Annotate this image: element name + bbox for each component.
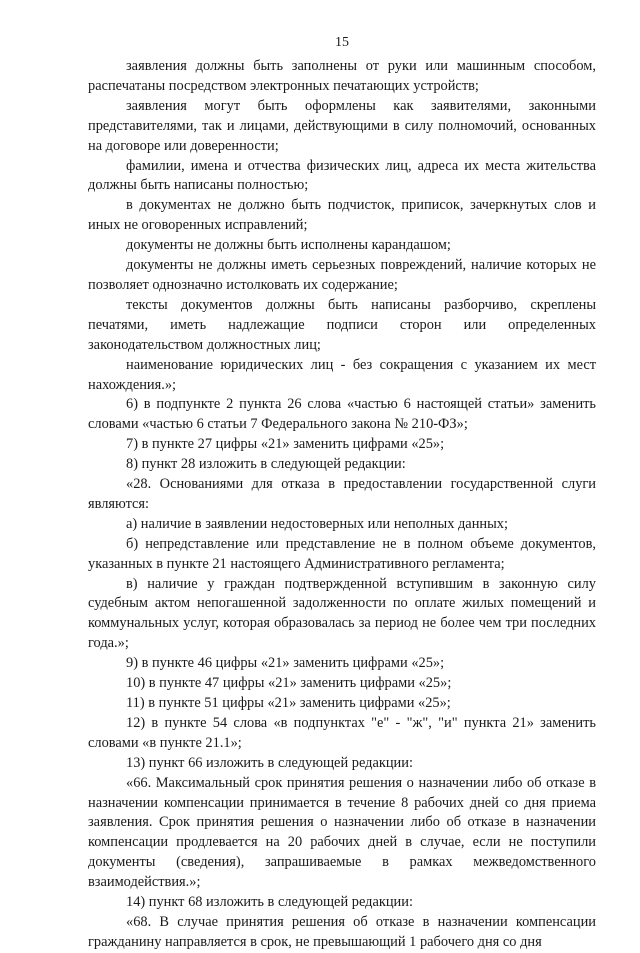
paragraph: 10) в пункте 47 цифры «21» заменить цифрами «25»; [126, 675, 452, 692]
paragraph: 6) в подпункте 2 пункта 26 слова «частью 6 настоящей статьи» заменить словами «частью 6 статьи 7 Федерального закона № 210-ФЗ»; [88, 396, 596, 433]
paragraph: 13) пункт 66 изложить в следующей редакции: [126, 754, 413, 771]
page-number: 15 [335, 35, 349, 50]
paragraph: в) наличие у граждан подтвержденной вступившим в законную силу судебным актом непогашенной задолженности по оплате жилых помещений и коммунальных услуг, которая образовалась за период не более чем три последних года.»; [88, 575, 596, 652]
paragraph: в документах не должно быть подчисток, приписок, зачеркнутых слов и иных не оговоренных исправлений; [88, 197, 596, 234]
paragraph: документы не должны иметь серьезных повреждений, наличие которых не позволяет однозначно истолковать их содержание; [88, 257, 596, 293]
paragraph: фамилии, имена и отчества физических лиц, адреса их места жительства должны быть написаны полностью; [88, 157, 596, 194]
paragraph: «66. Максимальный срок принятия решения о назначении либо об отказе в назначении компенсации принимается в течение 8 рабочих дней со дня приема заявления. Срок принятия решения о назначении либо об отказе в назначении компенсации продлевается на 20 рабочих дней в случае, если не поступили документы (сведения), запрашиваемые в рамках межведомственного взаимодействия.»; [88, 774, 596, 891]
paragraph: 9) в пункте 46 цифры «21» заменить цифрами «25»; [126, 655, 445, 672]
paragraph: 12) в пункте 54 слова «в подпунктах "е" - "ж", "и" пункта 21» заменить словами «в пункте 21.1»; [88, 714, 596, 751]
paragraph: документы не должны быть исполнены карандашом; [126, 237, 451, 254]
paragraph: заявления должны быть заполнены от руки или машинным способом, распечатаны посредством электронных печатающих устройств; [88, 58, 596, 94]
paragraph: а) наличие в заявлении недостоверных или неполных данных; [126, 515, 508, 532]
paragraph: заявления могут быть оформлены как заявителями, законными представителями, так и лицами, действующими в силу полномочий, основанных на договоре или доверенности; [88, 97, 596, 154]
document-body [88, 57, 596, 953]
paragraph: 11) в пункте 51 цифры «21» заменить цифрами «25»; [126, 695, 451, 711]
paragraph: б) непредставление или представление не в полном объеме документов, указанных в пункте 21 настоящего Административного регламента; [88, 535, 596, 572]
paragraph: 14) пункт 68 изложить в следующей редакции: [126, 894, 413, 911]
paragraph: тексты документов должны быть написаны разборчиво, скреплены печатями, иметь надлежащие подписи сторон или определенных законодательством должностных лиц; [88, 296, 596, 353]
paragraph: «68. В случае принятия решения об отказе в назначении компенсации гражданину направляется в срок, не превышающий 1 рабочего дня со дня [88, 913, 596, 950]
paragraph: наименование юридических лиц - без сокращения с указанием их мест нахождения.»; [88, 356, 596, 393]
paragraph: 7) в пункте 27 цифры «21» заменить цифрами «25»; [126, 436, 445, 453]
paragraph: 8) пункт 28 изложить в следующей редакции: [126, 456, 406, 473]
paragraph: «28. Основаниями для отказа в предоставлении государственной слуги являются: [88, 476, 596, 512]
